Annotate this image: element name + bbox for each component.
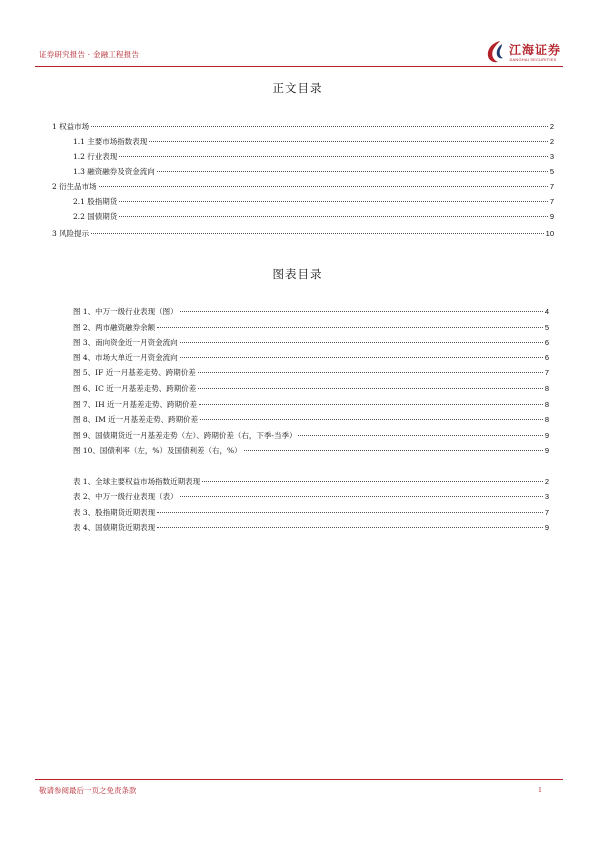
figure-entry-label: 图 7、IH 近一月基差走势、跨期价差 (73, 400, 198, 409)
figure-entry-page: 8 (544, 400, 549, 409)
toc-leader-dots (157, 512, 543, 513)
toc-entry-label: 1.1 主要市场指数表现 (73, 137, 148, 146)
toc-entry[interactable] (52, 228, 554, 242)
toc-leader-dots (298, 435, 542, 436)
table-entry-page: 7 (544, 508, 549, 517)
figure-entry-page: 8 (544, 415, 549, 424)
figure-entry-label: 图 1、中万一级行业表现（图） (73, 307, 178, 316)
table-entry[interactable] (73, 507, 549, 521)
toc-entry[interactable] (73, 196, 554, 210)
toc-leader-dots (198, 372, 543, 373)
toc-leader-dots (157, 171, 548, 172)
figure-entry[interactable] (73, 445, 549, 459)
toc-entry-page: 2 (549, 122, 554, 131)
table-entry-label: 表 1、全球主要权益市场指数近期表现 (73, 477, 201, 486)
table-entry-page: 3 (544, 492, 549, 501)
figure-entry-label: 图 10、国债利率（左，%）及国债利差（右，%） (73, 446, 242, 455)
footer-disclaimer: 敬请参阅最后一页之免责条款 (39, 786, 137, 795)
toc-leader-dots (180, 496, 543, 497)
figure-entry-label: 图 3、南向资金近一月资金流向 (73, 338, 178, 347)
toc-leader-dots (180, 357, 543, 358)
toc-leader-dots (99, 186, 548, 187)
toc-leader-dots (119, 201, 548, 202)
toc-leader-dots (119, 216, 548, 217)
figure-entry[interactable] (73, 383, 549, 397)
figure-entry-page: 5 (544, 323, 549, 332)
toc-entry-label: 2 衍生品市场 (52, 182, 97, 191)
report-type-label: 证券研究报告 · 金融工程报告 (39, 50, 140, 59)
figure-entry-label: 图 5、IF 近一月基差走势、跨期价差 (73, 368, 196, 377)
toc-leader-dots (202, 481, 543, 482)
page-number: 1 (538, 785, 542, 794)
table-entry[interactable] (73, 522, 549, 536)
toc-leader-dots (180, 311, 543, 312)
figure-entry-page: 6 (544, 338, 549, 347)
toc-entry[interactable] (73, 136, 554, 150)
toc-entry[interactable] (73, 211, 554, 225)
toc-leader-dots (149, 141, 548, 142)
header-divider (35, 66, 563, 67)
toc-leader-dots (199, 404, 543, 405)
table-entry[interactable] (73, 491, 549, 505)
table-entry-label: 表 3、股指期货近期表现 (73, 508, 156, 517)
table-entry-page: 9 (544, 523, 549, 532)
table-entry-label: 表 2、中万一级行业表现（表） (73, 492, 178, 501)
toc-entry-label: 1.2 行业表现 (73, 152, 118, 161)
toc-entry-page: 3 (549, 152, 554, 161)
logo-subtitle: JIANGHAI SECURITIES (509, 57, 557, 62)
figure-entry[interactable] (73, 352, 549, 366)
logo-name: 江海证券 (509, 43, 562, 57)
toc-entry-label: 2.1 股指期货 (73, 197, 118, 206)
figure-entry-label: 图 6、IC 近一月基差走势、跨期价差 (73, 384, 197, 393)
toc-entry-page: 9 (549, 212, 554, 221)
figure-entry-label: 图 4、市场大单近一月资金流向 (73, 353, 178, 362)
table-entry-label: 表 4、国债期货近期表现 (73, 523, 156, 532)
figure-entry-label: 图 2、两市融资融券余额 (73, 323, 156, 332)
toc-entry-label: 2.2 国债期货 (73, 212, 118, 221)
toc-leader-dots (157, 527, 543, 528)
toc-entry[interactable] (73, 151, 554, 165)
toc-entry-page: 5 (549, 167, 554, 176)
figure-entry-label: 图 8、IM 近一月基差走势、跨期价差 (73, 415, 199, 424)
toc-leader-dots (157, 327, 543, 328)
figure-entry-page: 7 (544, 368, 549, 377)
toc-leader-dots (200, 419, 543, 420)
figure-entry-page: 9 (544, 446, 549, 455)
toc-leader-dots (91, 126, 548, 127)
table-entry-page: 2 (544, 477, 549, 486)
figure-entry[interactable] (73, 399, 549, 413)
figure-entry-page: 4 (544, 307, 549, 316)
figure-entry[interactable] (73, 306, 549, 320)
figure-entry[interactable] (73, 367, 549, 381)
figure-entry[interactable] (73, 322, 549, 336)
toc-leader-dots (180, 342, 543, 343)
toc-entry-page: 7 (549, 197, 554, 206)
toc-entry[interactable] (52, 121, 554, 135)
toc-entry-page: 2 (549, 137, 554, 146)
toc-entry-label: 1 权益市场 (52, 122, 90, 131)
toc-leader-dots (91, 233, 544, 234)
figure-entry-page: 8 (544, 384, 549, 393)
company-logo (486, 40, 566, 66)
toc-entry-label: 1.3 融资融券及资金流向 (73, 167, 155, 176)
toc-entry-page: 7 (549, 182, 554, 191)
toc-leader-dots (198, 388, 543, 389)
figure-entry[interactable] (73, 414, 549, 428)
toc-title: 正文目录 (272, 81, 323, 95)
figure-entry-page: 9 (544, 431, 549, 440)
toc-leader-dots (244, 450, 543, 451)
figure-entry-label: 图 9、国债期货近一月基差走势（左）、跨期价差（右，下季-当季） (73, 431, 297, 440)
toc-leader-dots (119, 156, 548, 157)
footer-divider (35, 779, 563, 780)
figure-entry[interactable] (73, 430, 549, 444)
toc-entry[interactable] (52, 181, 554, 195)
toc-entry-label: 3 风险提示 (52, 229, 90, 238)
figure-entry[interactable] (73, 337, 549, 351)
toc-entry-page: 10 (545, 229, 554, 238)
table-entry[interactable] (73, 476, 549, 490)
figure-entry-page: 6 (544, 353, 549, 362)
toc-entry[interactable] (73, 166, 554, 180)
figures-toc-title: 图表目录 (272, 267, 323, 281)
logo-icon (486, 40, 506, 64)
